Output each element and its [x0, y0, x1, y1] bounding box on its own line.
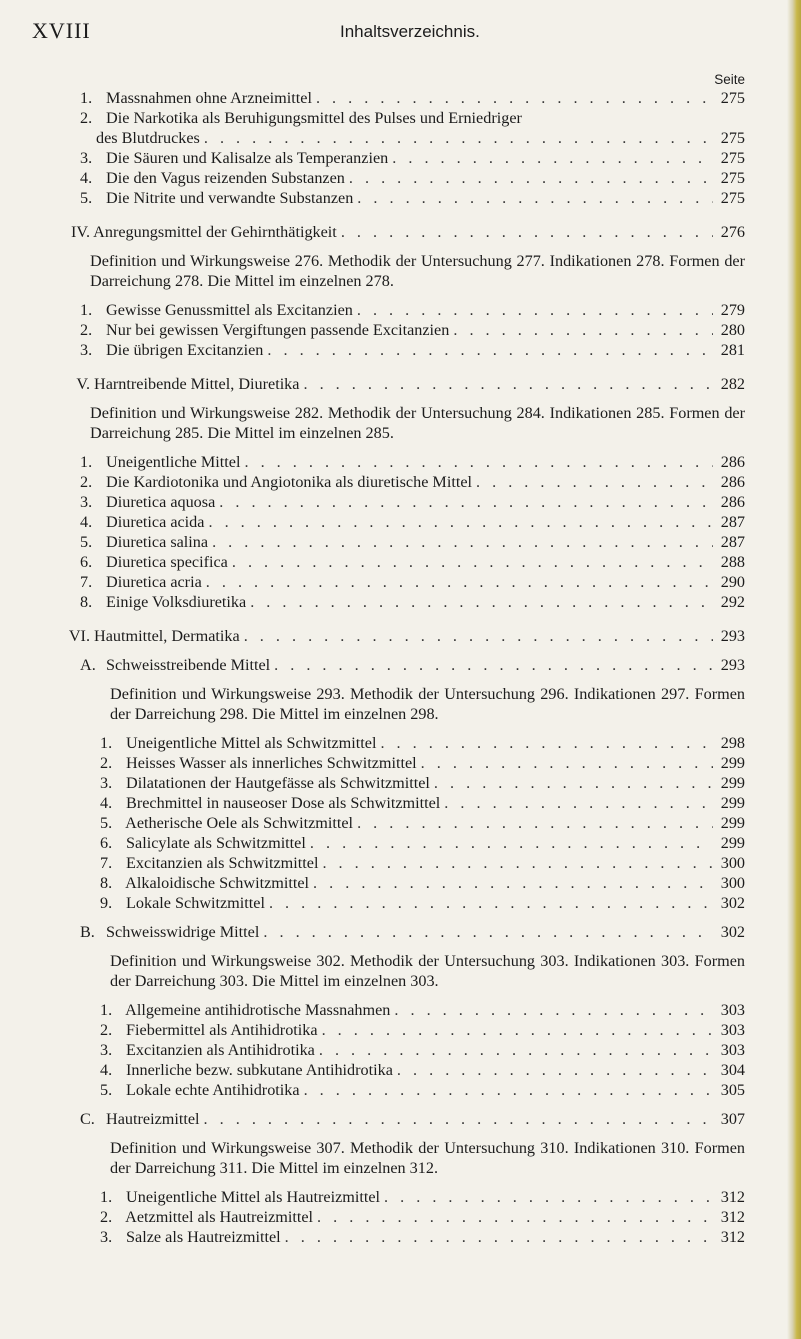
page-header — [0, 10, 801, 50]
toc-block-1 — [80, 88, 745, 208]
subsection-summary: Definition und Wirkungsweise 293. Methodik der Untersuchung 296. Indikationen 297. Formen der Darreichung 298. Die Mittel im einzelnen 298. — [110, 685, 745, 723]
toc-entry: 5. Aetherische Oele als Schwitzmittel . . . 299 — [80, 813, 745, 833]
section-heading: VI. Hautmittel, Dermatika . . . 293 — [44, 626, 745, 646]
toc-entry: 3. Die Säuren und Kalisalze als Temperanzien . . . 275 — [80, 148, 745, 168]
subsection-heading: A. Schweisstreibende Mittel . . . 293 — [80, 655, 745, 675]
toc-entry: 2. Heisses Wasser als innerliches Schwitzmittel . . . 299 — [80, 753, 745, 773]
toc-entry: 6. Diuretica specifica . . . 288 — [80, 552, 745, 572]
page-number: XVIII — [32, 18, 91, 43]
toc-entry: 2. Die Narkotika als Beruhigungsmittel des Pulses und Erniedriger — [80, 109, 522, 127]
toc-entry: 6. Salicylate als Schwitzmittel . . . 299 — [80, 833, 745, 853]
toc-entry-continuation: des Blutdruckes . . . 275 — [80, 128, 745, 148]
toc-entry: 1. Massnahmen ohne Arzneimittel . . . 275 — [80, 88, 745, 108]
toc-entry: 8. Einige Volksdiuretika . . . 292 — [80, 592, 745, 612]
toc-entry: 4. Die den Vagus reizenden Substanzen . . . 275 — [80, 168, 745, 188]
subsection-heading: C. Hautreizmittel . . . 307 — [80, 1109, 745, 1129]
subsection-heading: B. Schweisswidrige Mittel . . . 302 — [80, 922, 745, 942]
toc-entry: 7. Excitanzien als Schwitzmittel . . . 300 — [80, 853, 745, 873]
toc-entry: 5. Die Nitrite und verwandte Substanzen . . . 275 — [80, 188, 745, 208]
subsection-summary: Definition und Wirkungsweise 307. Methodik der Untersuchung 310. Indikationen 310. Formen der Darreichung 311. Die Mittel im einzelnen 312. — [110, 1139, 745, 1177]
toc-entry: 4. Brechmittel in nauseoser Dose als Schwitzmittel . . . 299 — [80, 793, 745, 813]
running-title: Inhaltsverzeichnis. — [340, 22, 480, 41]
toc-entry: 1. Uneigentliche Mittel als Schwitzmittel . . . 298 — [80, 733, 745, 753]
page-column-label: Seite — [714, 72, 745, 87]
toc-entry: 5. Diuretica salina . . . 287 — [80, 532, 745, 552]
toc-entry: 5. Lokale echte Antihidrotika . . . 305 — [80, 1080, 745, 1100]
toc-entry: 1. Gewisse Genussmittel als Excitanzien . . . 279 — [80, 300, 745, 320]
page-edge — [787, 0, 801, 1339]
toc-entry: 3. Salze als Hautreizmittel . . . 312 — [80, 1227, 745, 1247]
toc-entry: 1. Uneigentliche Mittel als Hautreizmittel . . . 312 — [80, 1187, 745, 1207]
toc-entry: 2. Aetzmittel als Hautreizmittel . . . 312 — [80, 1207, 745, 1227]
toc-entry: 1. Uneigentliche Mittel . . . 286 — [80, 452, 745, 472]
toc-entry: 3. Die übrigen Excitanzien . . . 281 — [80, 340, 745, 360]
section-summary: Definition und Wirkungsweise 276. Methodik der Untersuchung 277. Indikationen 278. Formen der Darreichung 278. Die Mittel im einzelnen 278. — [90, 252, 745, 290]
toc-entry: 2. Nur bei gewissen Vergiftungen passende Excitanzien . . . 280 — [80, 320, 745, 340]
toc-entry: 7. Diuretica acria . . . 290 — [80, 572, 745, 592]
toc-entry: 2. Die Kardiotonika und Angiotonika als diuretische Mittel . . . 286 — [80, 472, 745, 492]
subsection-summary: Definition und Wirkungsweise 302. Methodik der Untersuchung 303. Indikationen 303. Formen der Darreichung 303. Die Mittel im einzelnen 303. — [110, 952, 745, 990]
section-heading: IV. Anregungsmittel der Gehirnthätigkeit . . . 276 — [44, 222, 745, 242]
toc-entry: 1. Allgemeine antihidrotische Massnahmen . . . 303 — [80, 1000, 745, 1020]
section-heading: V. Harntreibende Mittel, Diuretika . . . 282 — [44, 374, 745, 394]
toc-entry: 3. Excitanzien als Antihidrotika . . . 303 — [80, 1040, 745, 1060]
toc-entry: 2. Fiebermittel als Antihidrotika . . . 303 — [80, 1020, 745, 1040]
toc-content — [68, 72, 745, 1247]
toc-entry: 4. Diuretica acida . . . 287 — [80, 512, 745, 532]
toc-entry: 9. Lokale Schwitzmittel . . . 302 — [80, 893, 745, 913]
toc-entry: 4. Innerliche bezw. subkutane Antihidrotika . . . 304 — [80, 1060, 745, 1080]
toc-entry: 3. Dilatationen der Hautgefässe als Schwitzmittel . . . 299 — [80, 773, 745, 793]
toc-entry: 8. Alkaloidische Schwitzmittel . . . 300 — [80, 873, 745, 893]
toc-entry: 3. Diuretica aquosa . . . 286 — [80, 492, 745, 512]
section-summary: Definition und Wirkungsweise 282. Methodik der Untersuchung 284. Indikationen 285. Formen der Darreichung 285. Die Mittel im einzelnen 285. — [90, 404, 745, 442]
